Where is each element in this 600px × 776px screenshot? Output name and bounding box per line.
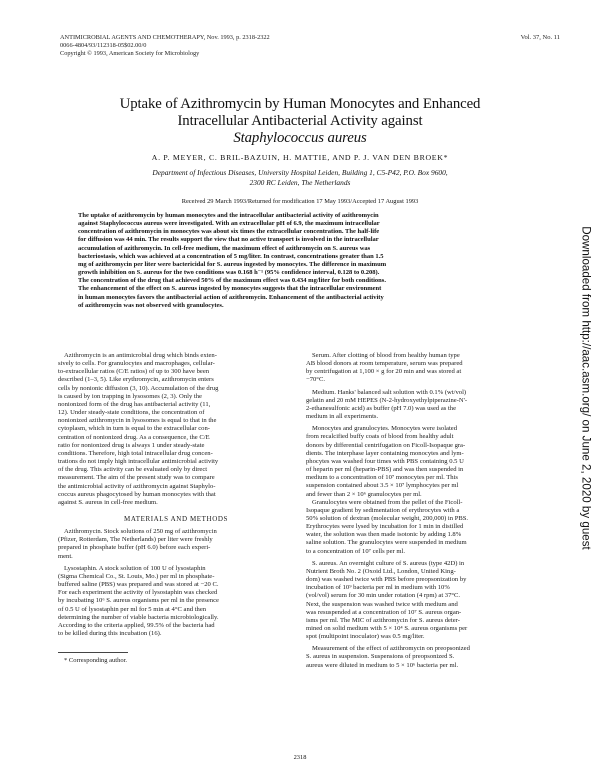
text-line: is caused by ion trapping in lysosomes (2, 3). Only the xyxy=(58,392,202,400)
text-line: (vol/vol) serum for 30 min under rotation (4 rpm) at 37°C. xyxy=(306,592,461,600)
text-line: against S. aureus in cell-free medium. xyxy=(58,498,158,506)
abstract-line: accumulation of azithromycin. In cell-free medium, the maximum effect of azithromycin on S. aureus was xyxy=(78,244,371,252)
abstract-line: mg of azithromycin per liter were bactericidal for S. aureus ingested by monocytes. The difference in maximum xyxy=(78,260,387,268)
text-line: 2-ethanesulfonic acid) as buffer (pH 7.0) was used as the xyxy=(306,404,457,412)
text-line: S. aureus in suspension. Suspensions of preopsonized S. xyxy=(306,653,455,661)
text-line: spot (multipoint inoculator) was 0.5 mg/liter. xyxy=(306,633,425,641)
text-line: trations do not imply high intracellular antimicrobial activity xyxy=(58,458,219,466)
text-line: of the drug. This activity can be evaluated only by direct xyxy=(58,466,208,474)
granulocytes-paragraph xyxy=(306,499,542,556)
text-line: For each experiment the activity of lysostaphin was checked xyxy=(58,589,218,597)
text-line: sively to cells. For granulocytes and macrophages, cellular- xyxy=(58,360,215,368)
text-line: Lysostaphin. A stock solution of 100 U of lysostaphin xyxy=(64,564,206,572)
left-column xyxy=(58,352,294,665)
article-title xyxy=(40,96,560,147)
text-line: centration of nonionized drug. As a consequence, the C/E xyxy=(58,433,210,441)
text-line: dom) was washed twice with PBS before preopsonization by xyxy=(306,576,467,584)
text-line: Medium. Hanks' balanced salt solution with 0.1% (wt/vol) xyxy=(312,388,467,396)
text-line: of 0.5 U of lysostaphin per ml for 5 min at 4°C and then xyxy=(58,605,207,613)
text-line: S. aureus. An overnight culture of S. aureus (type 42D) in xyxy=(312,559,465,567)
monocytes-paragraph xyxy=(306,425,542,498)
download-watermark-text: Downloaded from http://aac.asm.org/ on June 2, 2020 by guest xyxy=(579,226,593,550)
abstract-line: concentration of azithromycin in monocytes was about six times the extracellular concentration. The half-life xyxy=(78,228,380,236)
text-line: Measurement of the effect of azithromycin on preopsonized xyxy=(312,645,470,653)
text-line: phocytes was washed four times with PBS containing 0.5 U xyxy=(306,457,464,465)
text-line: AB blood donors at room temperature, serum was prepared xyxy=(306,360,463,368)
volume-issue: Vol. 37, No. 11 xyxy=(520,34,560,41)
text-line: According to the criteria applied, 99.5% of the bacteria had xyxy=(58,621,215,629)
text-line: from recalcified buffy coats of blood from healthy adult xyxy=(306,433,454,441)
abstract-line: for diffusion was 44 min. The results support the view that no active transport is involved in the intracellular xyxy=(78,236,379,244)
text-line: Next, the suspension was washed twice with medium and xyxy=(306,600,458,608)
abstract-line: The uptake of azithromycin by human monocytes and the intracellular antibacterial activity of azithromycin xyxy=(78,212,379,219)
text-line: Nutrient Broth No. 2 (Oxoid Ltd., London, United King- xyxy=(306,567,456,575)
text-line: (Sigma Chemical Co., St. Louis, Mo.) per ml in phosphate- xyxy=(58,572,215,580)
text-line: to be killed during this incubation (16). xyxy=(58,630,162,637)
measurement-paragraph xyxy=(306,645,542,669)
text-line: suspension contained about 3.5 × 10⁷ lymphocytes per ml xyxy=(306,482,459,490)
abstract-line: The enhancement of the effect on S. aureus ingested by monocytes suggests that the intracellular environment xyxy=(78,285,382,293)
abstract-line: in human monocytes favors the antibacterial action of azithromycin. Enhancement of the antibacterial activity xyxy=(78,293,384,301)
text-line: and fewer than 2 × 10⁶ granulocytes per ml. xyxy=(306,490,422,498)
text-line: Azithromycin is an antimicrobial drug which binds exten- xyxy=(64,352,217,359)
serum-paragraph xyxy=(306,352,542,385)
text-line: incubation of 10⁹ bacteria per ml in medium with 10% xyxy=(306,584,450,592)
text-line: mined on solid medium with 5 × 10⁴ S. aureus organisms per xyxy=(306,625,468,632)
journal-header xyxy=(60,34,560,59)
text-line: prepared in phosphate buffer (pH 6.0) before each experi- xyxy=(58,544,211,552)
page-number: 2318 xyxy=(293,754,307,761)
saureus-paragraph xyxy=(306,560,542,642)
text-line: described (1–3, 5). Like erythromycin, azithromycin enters xyxy=(58,376,214,384)
abstract-line: The concentration of the drug that achieved 50% of the maximum effect was 0.434 mg/liter for both conditions. xyxy=(78,277,386,285)
abstract xyxy=(78,212,518,310)
text-line: gelatin and 20 mM HEPES (N-2-hydroxyethylpiperazine-N'- xyxy=(306,396,468,404)
text-line: Serum. After clotting of blood from healthy human type xyxy=(312,352,460,359)
section-heading-methods: MATERIALS AND METHODS xyxy=(124,514,228,523)
text-line: saline solution. The granulocytes were suspended in medium xyxy=(306,539,467,547)
text-line: to a concentration of 10⁷ cells per ml. xyxy=(306,547,405,555)
text-line: by centrifugation at 1,100 × g for 20 min and was stored at xyxy=(306,368,462,376)
text-line: 50% solution of dextran (molecular weight, 200,000) in PBS. xyxy=(306,514,469,522)
journal-citation: ANTIMICROBIAL AGENTS AND CHEMOTHERAPY, Nov. 1993, p. 2318-2322 xyxy=(60,34,270,41)
text-line: −70°C. xyxy=(306,376,325,384)
lysostaphin-paragraph xyxy=(58,565,294,638)
text-line: donors by differential centrifugation on Ficoll-Isopaque gra- xyxy=(306,441,466,449)
text-line: 12). Under steady-state conditions, the concentration of xyxy=(58,409,205,417)
right-column xyxy=(306,352,542,670)
text-line: Granulocytes were obtained from the pellet of the Ficoll- xyxy=(312,498,463,506)
text-line: Isopaque gradient by sedimentation of erythrocytes with a xyxy=(306,506,460,514)
abstract-line: bacteriostasis, which was achieved at a concentration of 5 mg/liter. In contrast, concentrations greater than 1.5 xyxy=(78,252,384,260)
text-line: cytoplasm, which in turn is equal to the extracellular con- xyxy=(58,425,210,433)
footnote: * Corresponding author. xyxy=(64,657,128,665)
text-line: Erythrocytes were lysed by incubation for 1 min in distilled xyxy=(306,523,464,531)
text-line: medium to a concentration of 10⁷ monocytes per ml. This xyxy=(306,474,458,482)
text-line: cells by nonionic diffusion (3, 10). Accumulation of the drug xyxy=(58,384,219,392)
text-line: of heparin per ml (heparin-PBS) and was then suspended in xyxy=(306,466,464,474)
text-line: coccus aureus phagocytosed by human monocytes with that xyxy=(58,490,216,498)
abstract-line: growth inhibition on S. aureus for the two conditions was 0.168 h⁻¹ (95% confidence interval, 0.128 to 0.208). xyxy=(78,269,380,277)
copyright-line: Copyright © 1993, American Society for Microbiology xyxy=(60,50,200,58)
text-line: ratio for nonionized drug is always 1 under steady-state xyxy=(58,441,205,449)
intro-paragraph xyxy=(58,352,294,507)
text-line: determining the number of viable bacteria microbiologically. xyxy=(58,613,219,621)
medium-paragraph xyxy=(306,389,542,422)
text-line: by incubating 10⁶ S. aureus organisms per ml in the presence xyxy=(58,597,219,605)
text-line: (Pfizer, Rotterdam, The Netherlands) per liter were freshly xyxy=(58,536,213,544)
affiliation xyxy=(40,168,560,187)
text-line: the antimicrobial activity of azithromycin against Staphylo- xyxy=(58,482,216,490)
text-line: medium in all experiments. xyxy=(306,413,379,421)
text-line: nonionized azithromycin in lysosomes is equal to that in the xyxy=(58,417,217,425)
azithromycin-paragraph xyxy=(58,528,294,561)
title-line: Uptake of Azithromycin by Human Monocytes and Enhanced xyxy=(119,96,481,112)
text-line: was resuspended at a concentration of 10⁷ S. aureus organ- xyxy=(306,608,462,616)
received-dates: Received 29 March 1993/Returned for modification 17 May 1993/Accepted 17 August 1993 xyxy=(181,198,419,205)
text-line: to-extracellular ratios (C/E ratios) of up to 300 have been xyxy=(58,368,210,376)
text-line: water, the solution was then made isotonic by adding 1.8% xyxy=(306,531,462,539)
affiliation-line: 2300 RC Leiden, The Netherlands xyxy=(249,177,351,187)
text-line: Azithromycin. Stock solutions of 250 mg of azithromycin xyxy=(64,528,217,536)
text-line: isms per ml. The MIC of azithromycin for S. aureus deter- xyxy=(306,616,460,624)
title-organism-line: Staphylococcus aureus xyxy=(233,130,367,146)
abstract-line: against Staphylococcus aureus were investigated. With an extracellular pH of 6.9, the maximum intracellular xyxy=(78,220,380,228)
text-line: aureus were diluted in medium to 5 × 10⁶ bacteria per ml. xyxy=(306,661,459,669)
footnote-divider xyxy=(58,652,128,653)
text-line: buffered saline (PBS) was prepared and was stored at −20 C. xyxy=(58,581,219,589)
text-line: dients. The interphase layer containing monocytes and lym- xyxy=(306,449,464,457)
text-line: nonionized form of the drug has antibacterial activity (11, xyxy=(58,400,211,408)
text-line: conditions. Therefore, high total intracellular drug concen- xyxy=(58,449,213,457)
text-line: ment. xyxy=(58,552,73,560)
text-line: Monocytes and granulocytes. Monocytes were isolated xyxy=(312,425,458,433)
title-line: Intracellular Antibacterial Activity against xyxy=(177,113,423,129)
affiliation-line: Department of Infectious Diseases, University Hospital Leiden, Building 1, C5-P42, P.O. Box 9600, xyxy=(152,168,448,177)
text-line: measurement. The aim of the present study was to compare xyxy=(58,474,215,482)
journal-code: 0066-4804/93/112318-05$02.00/0 xyxy=(60,42,147,50)
abstract-line: of azithromycin was not observed with granulocytes. xyxy=(78,301,224,309)
author-list: A. P. MEYER, C. BRIL-BAZUIN, H. MATTIE, AND P. J. VAN DEN BROEK* xyxy=(151,153,449,162)
